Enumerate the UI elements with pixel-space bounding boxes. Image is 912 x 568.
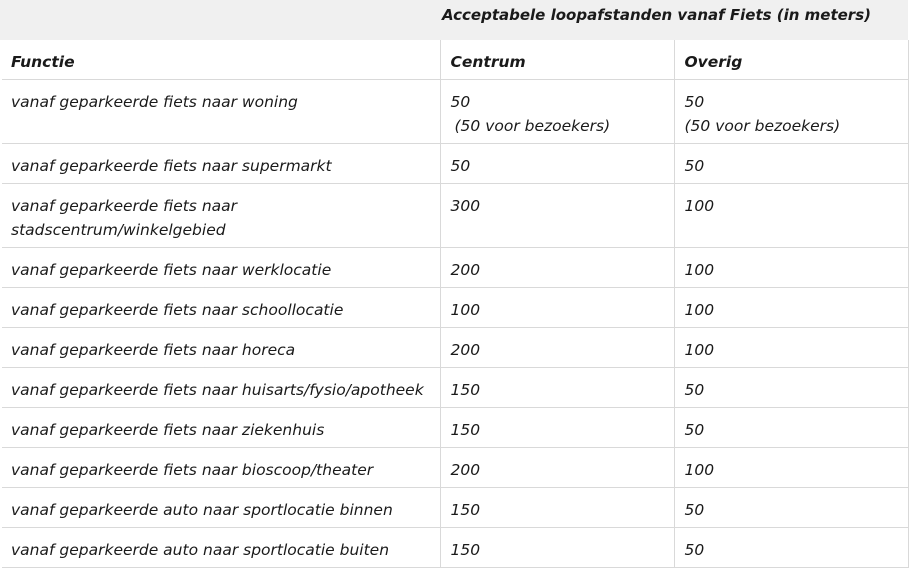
header-centrum: Centrum [440, 40, 674, 80]
table-row [2, 288, 908, 328]
cell-overig: 50 [674, 528, 908, 568]
cell-functie: vanaf geparkeerde fiets naar bioscoop/theater [2, 448, 440, 488]
table-row [2, 528, 908, 568]
cell-centrum: 150 [440, 528, 674, 568]
cell-functie: vanaf geparkeerde fiets naar stadscentrum/winkelgebied [2, 184, 440, 248]
cell-centrum: 150 [440, 368, 674, 408]
cell-overig: 100 [674, 448, 908, 488]
cell-overig [674, 80, 908, 144]
cell-functie: vanaf geparkeerde auto naar sportlocatie binnen [2, 488, 440, 528]
table-row [2, 80, 908, 144]
cell-centrum: 150 [440, 408, 674, 448]
cell-centrum: 150 [440, 488, 674, 528]
cell-functie: vanaf geparkeerde fiets naar huisarts/fysio/apotheek [2, 368, 440, 408]
table-row [2, 448, 908, 488]
cell-overig: 50 [674, 488, 908, 528]
table-title: Acceptabele loopafstanden vanaf Fiets (in meters) [442, 6, 871, 24]
cell-note: (50 voor bezoekers) [684, 117, 841, 135]
cell-centrum: 200 [440, 448, 674, 488]
cell-functie: vanaf geparkeerde fiets naar schoollocatie [2, 288, 440, 328]
cell-overig: 100 [674, 184, 908, 248]
cell-note: (50 voor bezoekers) [454, 117, 611, 135]
cell-centrum: 200 [440, 328, 674, 368]
cell-functie: vanaf geparkeerde fiets naar ziekenhuis [2, 408, 440, 448]
cell-centrum [440, 80, 674, 144]
cell-value: 50 [450, 93, 471, 111]
cell-functie: vanaf geparkeerde fiets naar supermarkt [2, 144, 440, 184]
table-row [2, 328, 908, 368]
table-row [2, 488, 908, 528]
header-overig: Overig [674, 40, 908, 80]
table-row [2, 144, 908, 184]
cell-functie: vanaf geparkeerde fiets naar werklocatie [2, 248, 440, 288]
header-row [2, 40, 908, 80]
cell-centrum: 300 [440, 184, 674, 248]
cell-overig: 100 [674, 288, 908, 328]
cell-centrum: 50 [440, 144, 674, 184]
header-functie: Functie [2, 40, 440, 80]
cell-overig: 50 [674, 408, 908, 448]
cell-overig: 50 [674, 144, 908, 184]
cell-functie: vanaf geparkeerde auto naar sportlocatie buiten [2, 528, 440, 568]
table-row [2, 408, 908, 448]
cell-overig: 100 [674, 328, 908, 368]
table-row [2, 184, 908, 248]
cell-value: 50 [684, 93, 705, 111]
cell-functie: vanaf geparkeerde fiets naar horeca [2, 328, 440, 368]
table-row [2, 368, 908, 408]
walking-distance-table [2, 40, 909, 568]
cell-functie: vanaf geparkeerde fiets naar woning [2, 80, 440, 144]
cell-centrum: 100 [440, 288, 674, 328]
cell-centrum: 200 [440, 248, 674, 288]
cell-overig: 50 [674, 368, 908, 408]
cell-overig: 100 [674, 248, 908, 288]
table-row [2, 248, 908, 288]
